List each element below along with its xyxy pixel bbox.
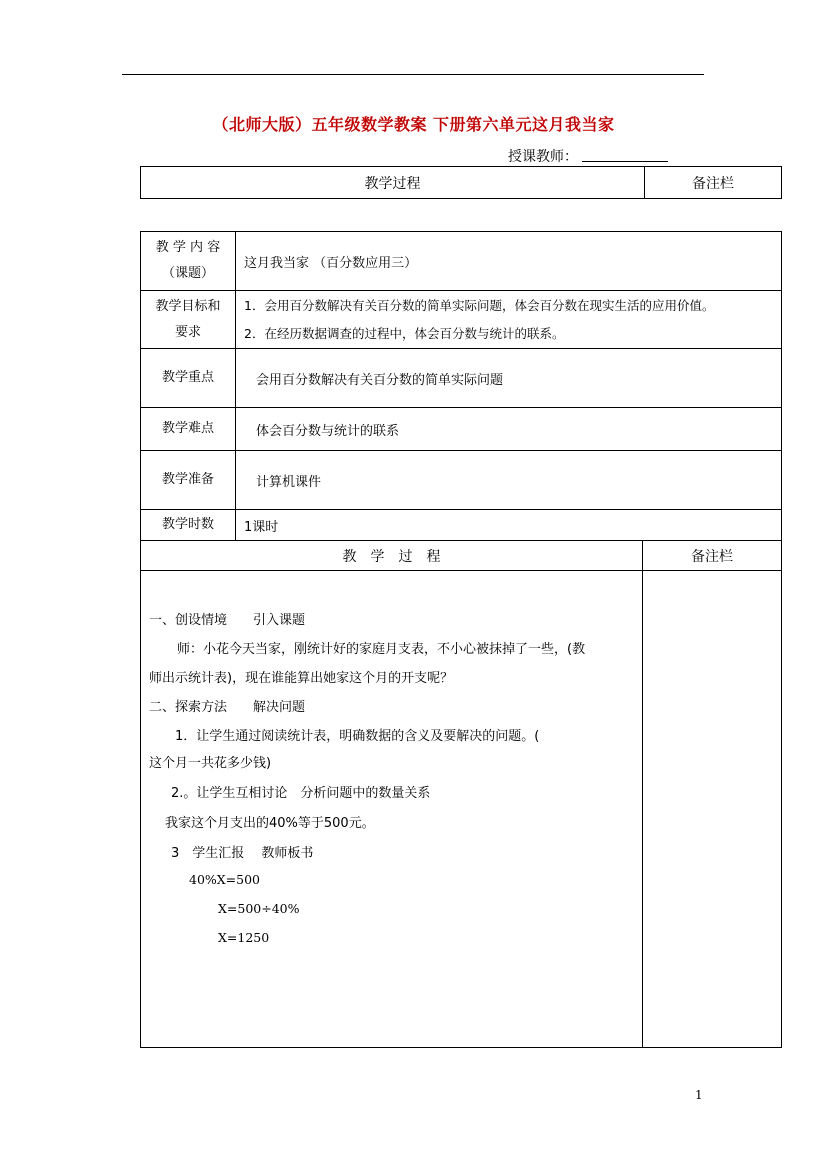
step-1-line2: 这个月一共花多少钱) (149, 756, 272, 771)
section-1-title: 一、创设情境 引入课题 (149, 613, 306, 628)
section-1-para-line1: 师：小花今天当家，刚统计好的家庭月支表，不小心被抹掉了一些，(教 (177, 642, 586, 657)
content-label-line2: （课题） (161, 266, 214, 281)
difficulty-value-cell: 体会百分数与统计的联系 (236, 408, 782, 451)
process-body-cell (141, 571, 643, 1048)
step-2-line2: 我家这个月支出的40%等于500元。 (165, 816, 375, 831)
section-2-title: 二、探索方法 解决问题 (149, 700, 306, 715)
step-1-line1: 1．让学生通过阅读统计表，明确数据的含义及要解决的问题。( (175, 729, 540, 744)
content-value-cell: 这月我当家 （百分数应用三） (236, 232, 782, 291)
goal-label-line2: 要求 (174, 324, 201, 340)
prep-value-cell: 计算机课件 (236, 451, 782, 510)
step-2-line1: 2.。让学生互相讨论 分析问题中的数量关系 (171, 786, 431, 801)
notes-header-cell: 备注栏 (645, 167, 782, 199)
notes-title-cell: 备注栏 (643, 541, 782, 571)
step-3-line: 3 学生汇报 教师板书 (171, 846, 314, 861)
teacher-label: 授课教师： (508, 149, 578, 165)
prep-label-cell: 教学准备 (141, 451, 236, 510)
page-number: 1 (695, 1088, 703, 1102)
process-header-cell: 教学过程 (141, 167, 645, 199)
top-header-table (140, 166, 782, 199)
goal-item-1: 1．会用百分数解决有关百分数的简单实际问题，体会百分数在现实生活的应用价值。 (244, 297, 715, 313)
content-label-line1: 教 学 内 容 (155, 240, 221, 255)
hours-label-cell: 教学时数 (141, 510, 236, 541)
header-rule (122, 74, 704, 75)
lesson-info-table (140, 231, 782, 1048)
equation-1: 40%X=500 (189, 872, 261, 887)
section-1-para-line2: 师出示统计表)，现在谁能算出她家这个月的开支呢？ (149, 671, 454, 686)
goal-label-cell (141, 291, 236, 349)
teacher-blank-line (582, 161, 668, 162)
notes-body-cell (643, 571, 782, 1048)
goal-item-2: 2．在经历数据调查的过程中，体会百分数与统计的联系。 (244, 325, 565, 341)
key-value-cell: 会用百分数解决有关百分数的简单实际问题 (236, 349, 782, 408)
hours-value-cell: 1课时 (236, 510, 782, 541)
process-title-cell: 教 学 过 程 (141, 541, 643, 571)
goal-label-line1: 教学目标和 (155, 298, 221, 314)
key-label-cell: 教学重点 (141, 349, 236, 408)
goal-value-cell (236, 291, 782, 349)
equation-3: X=1250 (218, 930, 270, 945)
difficulty-label-cell: 教学难点 (141, 408, 236, 451)
equation-2: X=500÷40% (218, 901, 300, 916)
document-title: （北师大版）五年级数学教案 下册第六单元这月我当家 (212, 115, 615, 134)
content-label-cell (141, 232, 236, 291)
